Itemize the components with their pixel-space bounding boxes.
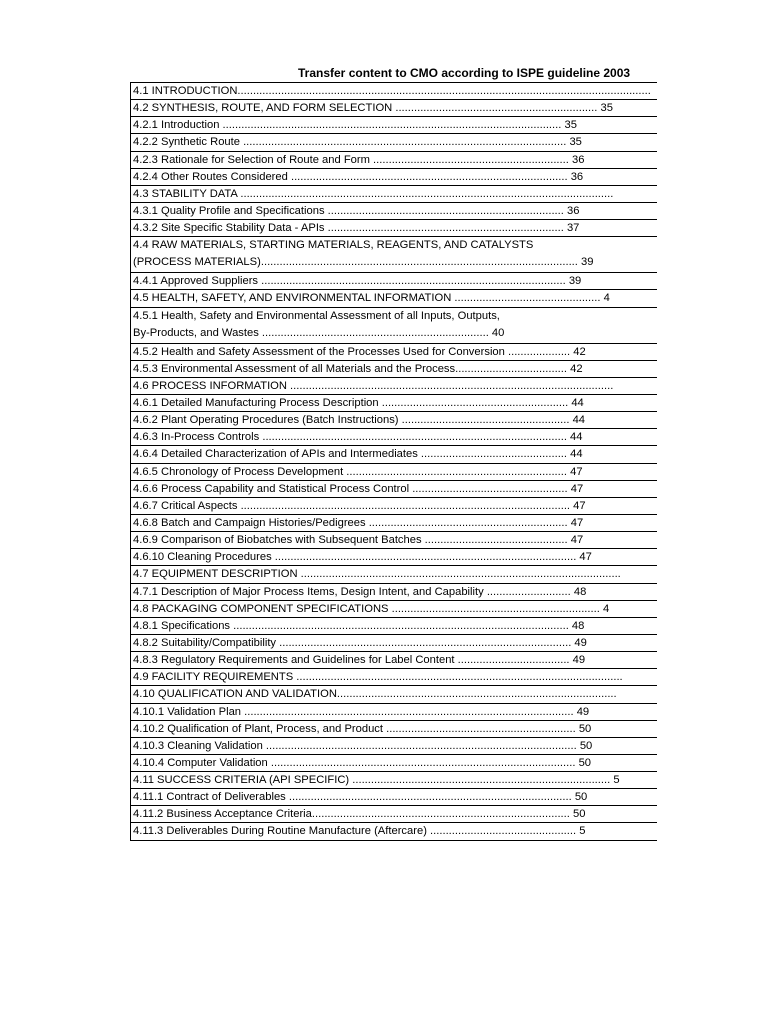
toc-row bbox=[131, 446, 657, 463]
toc-entry-line: 4.8.3 Regulatory Requirements and Guidelines for Label Content .................................... 49 bbox=[133, 654, 586, 667]
toc-row bbox=[131, 344, 657, 361]
toc-entry-line: 4.5.1 Health, Safety and Environmental Assessment of all Inputs, Outputs, bbox=[133, 309, 500, 322]
toc-entry-line: 4.4 RAW MATERIALS, STARTING MATERIALS, REAGENTS, AND CATALYSTS bbox=[133, 239, 534, 252]
document-title: Transfer content to CMO according to ISPE guideline 2003 bbox=[298, 66, 631, 80]
toc-row bbox=[131, 532, 657, 549]
toc-entry-line: 4.6.3 In-Process Controls .................................................................................................. 44 bbox=[133, 431, 583, 444]
toc-row bbox=[131, 308, 657, 344]
toc-row bbox=[131, 117, 657, 134]
toc-row bbox=[131, 584, 657, 601]
toc-row bbox=[131, 686, 657, 703]
toc-entry-line: 4.8.1 Specifications ............................................................................................................ 48 bbox=[133, 619, 585, 632]
toc-row bbox=[131, 481, 657, 498]
toc-row bbox=[131, 772, 657, 789]
toc-entry-line: 4.2.4 Other Routes Considered ......................................................................................... 36 bbox=[133, 170, 584, 183]
toc-row bbox=[131, 100, 657, 117]
toc-entry-line: 4.5.3 Environmental Assessment of all Materials and the Process.................................... 42 bbox=[133, 362, 583, 375]
toc-row bbox=[131, 515, 657, 532]
toc-row bbox=[131, 738, 657, 755]
toc-entry-line: 4.6.1 Detailed Manufacturing Process Description ............................................................ 44 bbox=[133, 396, 584, 409]
toc-entry-line: 4.11.3 Deliverables During Routine Manufacture (Aftercare) ............................................... 5 bbox=[133, 825, 586, 838]
toc-entry-line: 4.5 HEALTH, SAFETY, AND ENVIRONMENTAL INFORMATION ............................................... 4 bbox=[133, 292, 610, 305]
toc-row bbox=[131, 652, 657, 669]
toc-entry-line: 4.6.9 Comparison of Biobatches with Subsequent Batches .............................................. 47 bbox=[133, 534, 584, 547]
toc-row bbox=[131, 134, 657, 151]
toc-entry-line: 4.11.2 Business Acceptance Criteria................................................................................... 50 bbox=[133, 808, 586, 821]
toc-entry-line: 4.6.2 Plant Operating Procedures (Batch Instructions) ...................................................... 44 bbox=[133, 414, 586, 427]
toc-entry-line: 4.6 PROCESS INFORMATION ........................................................................................................ bbox=[133, 379, 614, 392]
toc-entry-line: 4.6.4 Detailed Characterization of APIs and Intermediates ............................................... 44 bbox=[133, 448, 583, 461]
toc-row bbox=[131, 429, 657, 446]
toc-entry-line: 4.6.10 Cleaning Procedures ................................................................................................. 47 bbox=[133, 551, 592, 564]
toc-entry-line: 4.8.2 Suitability/Compatibility .............................................................................................. 49 bbox=[133, 636, 587, 649]
toc-row bbox=[131, 361, 657, 378]
toc-entry-line: 4.2.3 Rationale for Selection of Route and Form ............................................................... 36 bbox=[133, 153, 585, 166]
toc-row bbox=[131, 618, 657, 635]
toc-entry-line: 4.2.1 Introduction ............................................................................................................. 35 bbox=[133, 119, 577, 132]
toc-row bbox=[131, 789, 657, 806]
toc-row bbox=[131, 203, 657, 220]
toc-entry-line: 4.10.1 Validation Plan .......................................................................................................... 49 bbox=[133, 705, 590, 718]
toc-entry-line: 4.10.4 Computer Validation .................................................................................................. 50 bbox=[133, 756, 592, 769]
toc-row bbox=[131, 635, 657, 652]
toc-row bbox=[131, 152, 657, 169]
toc-entry-line: 4.7.1 Description of Major Process Items, Design Intent, and Capability ........................... 48 bbox=[133, 585, 587, 598]
toc-entry-line: 4.6.6 Process Capability and Statistical Process Control .................................................. 47 bbox=[133, 482, 584, 495]
toc-row bbox=[131, 186, 657, 203]
toc-row bbox=[131, 601, 657, 618]
toc-entry-line: 4.11 SUCCESS CRITERIA (API SPECIFIC) ................................................................................... 5 bbox=[133, 774, 620, 787]
toc-entry-line: 4.7 EQUIPMENT DESCRIPTION ....................................................................................................... bbox=[133, 568, 621, 581]
toc-entry-line: 4.3.1 Quality Profile and Specifications ............................................................................ 36 bbox=[133, 204, 580, 217]
toc-entry-line: 4.9 FACILITY REQUIREMENTS ......................................................................................................... bbox=[133, 671, 623, 684]
toc-entry-line: 4.3 STABILITY DATA ........................................................................................................................ bbox=[133, 187, 614, 200]
toc-row bbox=[131, 273, 657, 290]
toc-row bbox=[131, 669, 657, 686]
toc-entry-line: 4.6.8 Batch and Campaign Histories/Pedigrees ................................................................ 47 bbox=[133, 516, 584, 529]
toc-entry-line: 4.10.3 Cleaning Validation .................................................................................................... 50 bbox=[133, 739, 593, 752]
toc-entry-line: 4.6.7 Critical Aspects .......................................................................................................... 47 bbox=[133, 499, 586, 512]
toc-row bbox=[131, 412, 657, 429]
toc-entry-line: 4.2 SYNTHESIS, ROUTE, AND FORM SELECTION ................................................................. 35 bbox=[133, 102, 613, 115]
toc-row bbox=[131, 83, 657, 100]
toc-row bbox=[131, 755, 657, 772]
toc-entry-line: 4.1 INTRODUCTION..................................................................................................................................... bbox=[133, 85, 651, 97]
toc-row bbox=[131, 395, 657, 412]
toc-entry-line: 4.4.1 Approved Suppliers .................................................................................................. 39 bbox=[133, 275, 582, 288]
toc-entry-line: 4.11.1 Contract of Deliverables ........................................................................................... 50 bbox=[133, 791, 588, 804]
toc-entry-line: 4.8 PACKAGING COMPONENT SPECIFICATIONS ................................................................... 4 bbox=[133, 602, 610, 615]
toc-row bbox=[131, 721, 657, 738]
toc-entry-line: 4.3.2 Site Specific Stability Data - APIs ............................................................................ 37 bbox=[133, 222, 580, 235]
toc-row bbox=[131, 823, 657, 840]
toc-row bbox=[131, 237, 657, 273]
toc-row bbox=[131, 704, 657, 721]
toc-row bbox=[131, 169, 657, 186]
toc-row bbox=[131, 549, 657, 566]
toc-entry-line: 4.2.2 Synthetic Route ........................................................................................................ 35 bbox=[133, 136, 582, 149]
toc-row bbox=[131, 566, 657, 583]
toc-entry-line: 4.6.5 Chronology of Process Development ....................................................................... 47 bbox=[133, 465, 583, 478]
toc-entry-line: 4.5.2 Health and Safety Assessment of the Processes Used for Conversion .................... 42 bbox=[133, 345, 586, 358]
toc-row bbox=[131, 378, 657, 395]
toc-row bbox=[131, 498, 657, 515]
table-of-contents bbox=[130, 82, 657, 841]
toc-row bbox=[131, 220, 657, 237]
toc-entry-line: By-Products, and Wastes ......................................................................... 40 bbox=[133, 326, 505, 339]
toc-row bbox=[131, 464, 657, 481]
toc-entry-line: 4.10 QUALIFICATION AND VALIDATION.......................................................................................... bbox=[133, 688, 617, 701]
toc-entry-line: 4.10.2 Qualification of Plant, Process, and Product ............................................................. 50 bbox=[133, 722, 592, 735]
toc-row bbox=[131, 290, 657, 307]
toc-entry-line: (PROCESS MATERIALS)...................................................................................................... 39 bbox=[133, 256, 594, 269]
toc-row bbox=[131, 806, 657, 823]
